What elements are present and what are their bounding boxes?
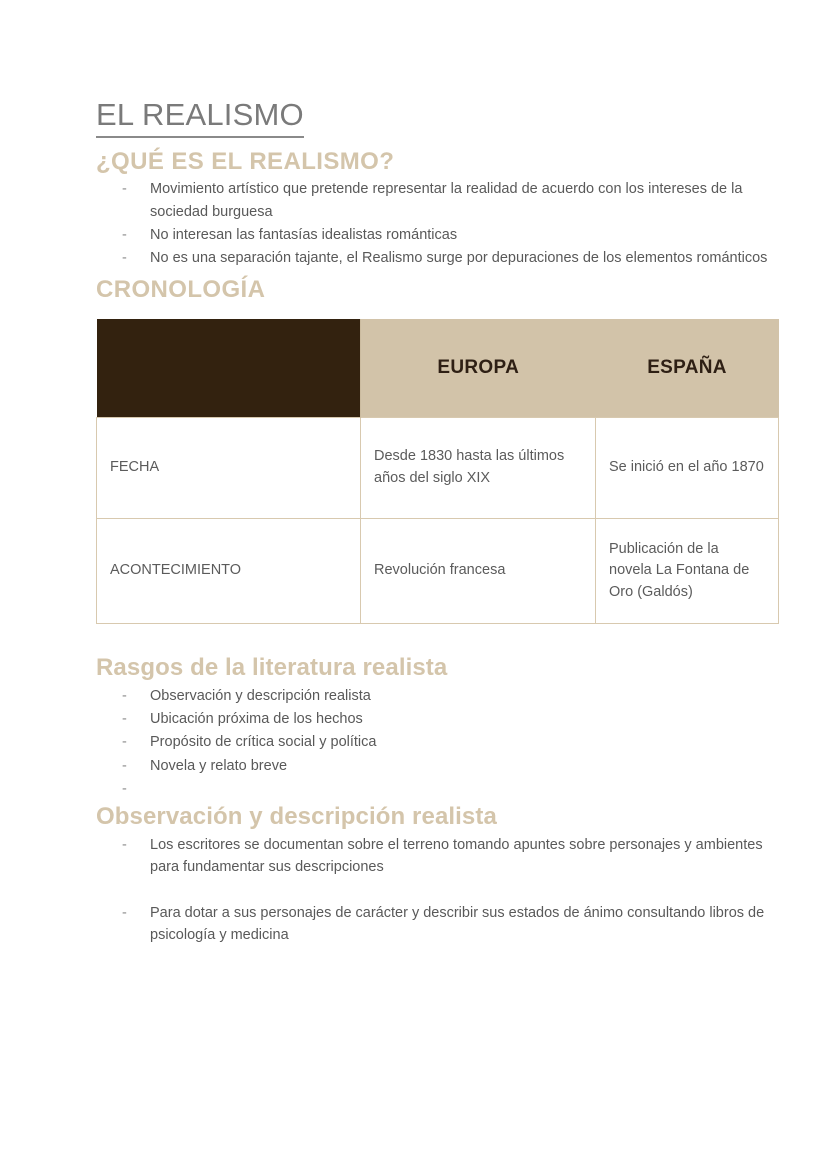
list-item: - Observación y descripción realista — [96, 685, 778, 707]
bullet-list-rasgos — [96, 685, 778, 800]
list-item: - Propósito de crítica social y política — [96, 731, 778, 753]
list-item: - Movimiento artístico que pretende representar la realidad de acuerdo con los intereses de la sociedad burguesa — [96, 178, 778, 223]
list-item: - Los escritores se documentan sobre el terreno tomando apuntes sobre personajes y ambientes para fundamentar sus descripciones — [96, 834, 778, 879]
row-label-fecha: FECHA — [97, 418, 361, 519]
page-title: EL REALISMO — [96, 98, 304, 138]
cell-acontecimiento-europa: Revolución francesa — [361, 519, 596, 624]
table-row — [97, 519, 779, 624]
cronologia-table-wrapper — [96, 319, 778, 624]
cell-acontecimiento-espana: Publicación de la novela La Fontana de Oro (Galdós) — [596, 519, 779, 624]
table-header-espana: ESPAÑA — [596, 319, 779, 418]
section-heading-observacion: Observación y descripción realista — [96, 803, 497, 831]
section-heading-rasgos: Rasgos de la literatura realista — [96, 654, 448, 682]
cell-fecha-espana: Se inició en el año 1870 — [596, 418, 779, 519]
section-heading-cronologia: CRONOLOGÍA — [96, 275, 266, 303]
bullet-list-observacion — [96, 834, 778, 947]
row-label-acontecimiento: ACONTECIMIENTO — [97, 519, 361, 624]
table-row — [97, 418, 779, 519]
table-corner-cell — [97, 319, 361, 418]
section-heading-que-es-el-realismo: ¿QUÉ ES EL REALISMO? — [96, 147, 395, 175]
list-item-empty — [96, 778, 778, 799]
bullet-list-que-es-el-realismo — [96, 178, 778, 270]
cell-fecha-europa: Desde 1830 hasta las últimos años del siglo XIX — [361, 418, 596, 519]
list-item: - No interesan las fantasías idealistas románticas — [96, 224, 778, 246]
list-item: - Ubicación próxima de los hechos — [96, 708, 778, 730]
table-header-row — [97, 319, 779, 418]
list-item: - Para dotar a sus personajes de carácter y describir sus estados de ánimo consultando libros de psicología y medicina — [96, 902, 778, 947]
table-header-europa: EUROPA — [361, 319, 596, 418]
list-item: - No es una separación tajante, el Realismo surge por depuraciones de los elementos románticos — [96, 247, 778, 269]
cronologia-table — [96, 319, 779, 624]
list-item: - Novela y relato breve — [96, 755, 778, 777]
